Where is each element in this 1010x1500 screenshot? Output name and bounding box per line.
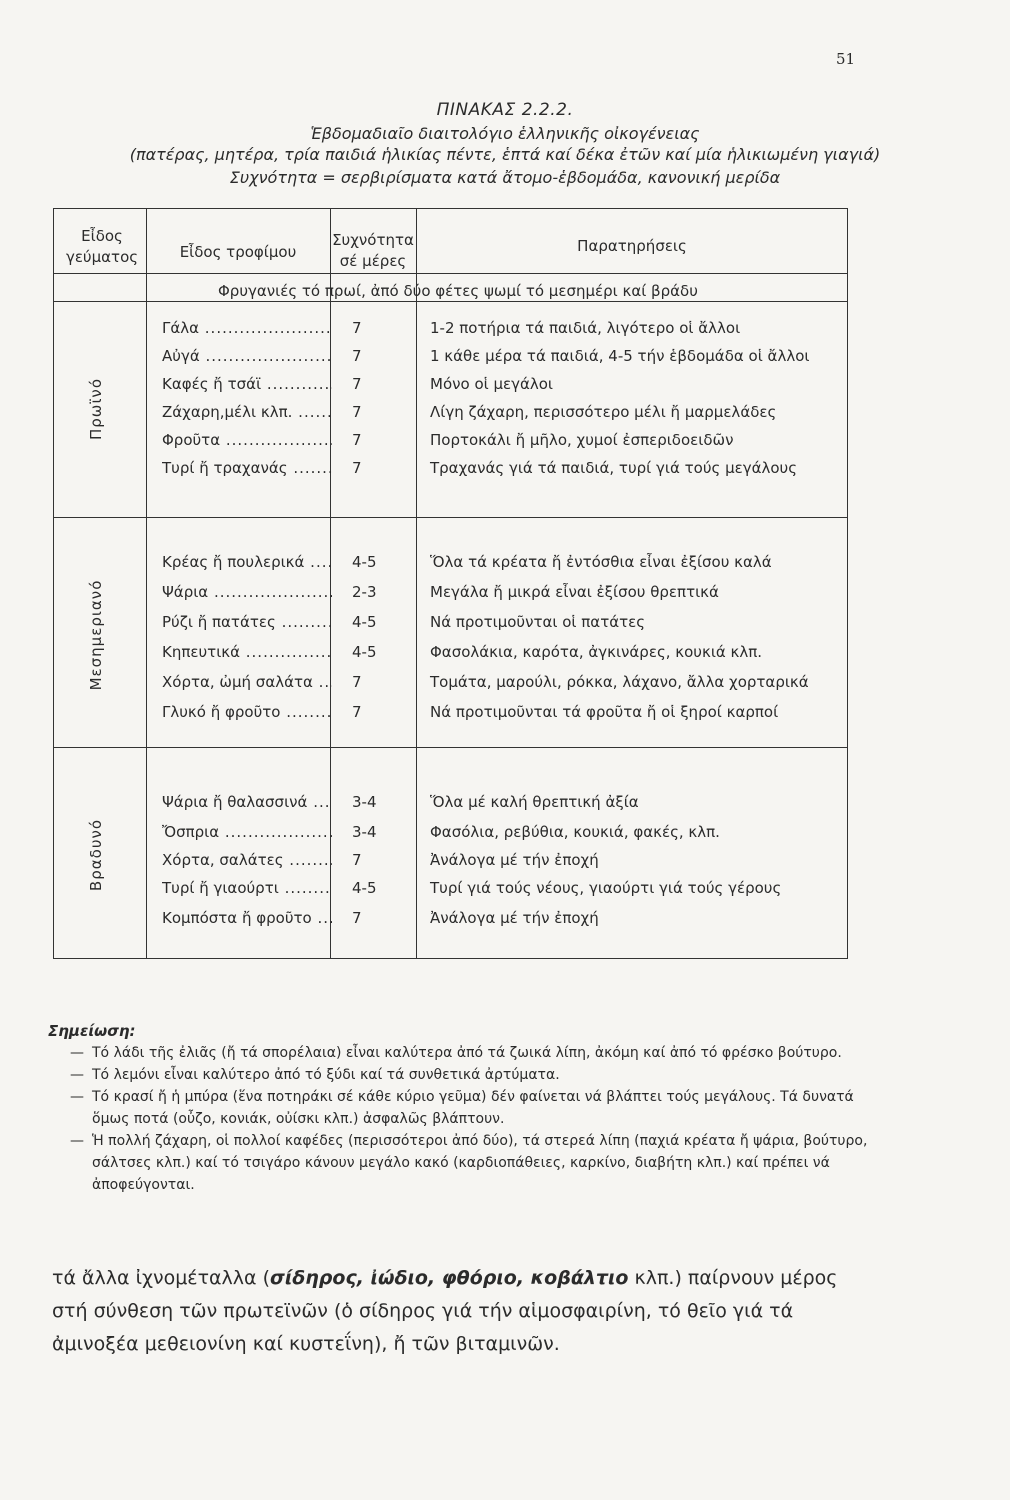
frequency-value: 7: [352, 347, 362, 365]
table-vline-freq: [416, 209, 417, 958]
header-remarks: Παρατηρήσεις: [577, 237, 687, 255]
remark-text: Ἀνάλογα μέ τήν ἐποχή: [430, 851, 599, 869]
food-name: Ὄσπρια .....: [162, 818, 332, 846]
remark-text: Τραχανάς γιά τά παιδιά, τυρί γιά τούς μεγάλους: [430, 459, 798, 477]
remark-text: Νά προτιμοῦνται τά φροῦτα ἤ οἱ ξηροί καρποί: [430, 703, 779, 721]
remark-text: Μόνο οἱ μεγάλοι: [430, 375, 554, 393]
note-item: — Τό λάδι τῆς ἐλιᾶς (ἤ τά σπορέλαια) εἶναι καλύτερα ἀπό τά ζωικά λίπη, ἀκόμη καί ἀπό τό φρέσκο βούτυρο.: [48, 1042, 868, 1064]
table-header-rule: [54, 273, 847, 274]
frequency-value: 4-5: [352, 613, 377, 631]
frequency-value: 7: [352, 403, 362, 421]
frequency-value: 3-4: [352, 793, 377, 811]
food-name: Χόρτα, ὠμή σαλάτα .....: [162, 668, 332, 696]
remark-text: Λίγη ζάχαρη, περισσότερο μέλι ἤ μαρμελάδες: [430, 403, 777, 421]
frequency-value: 4-5: [352, 643, 377, 661]
frequency-value: 7: [352, 851, 362, 869]
remark-text: Νά προτιμοῦνται οἱ πατάτες: [430, 613, 646, 631]
frequency-value: 7: [352, 909, 362, 927]
food-name: Ψάρια .....: [162, 578, 332, 606]
food-name: Καφές ἤ τσάϊ .....: [162, 370, 332, 398]
remark-text: Μεγάλα ἤ μικρά εἶναι ἐξίσου θρεπτικά: [430, 583, 719, 601]
meal-label-dinner: Βραδυνό: [87, 818, 105, 892]
header-frequency: Συχνότητα σέ μέρες: [332, 231, 414, 270]
remark-text: Φασόλια, ρεβύθια, κουκιά, φακές, κλπ.: [430, 823, 720, 841]
frequency-value: 3-4: [352, 823, 377, 841]
remark-text: Ὅλα μέ καλή θρεπτική ἀξία: [430, 793, 639, 811]
frequency-value: 7: [352, 459, 362, 477]
frequency-value: 4-5: [352, 553, 377, 571]
note-item: — Τό κρασί ἤ ἡ μπύρα (ἕνα ποτηράκι σέ κάθε κύριο γεῦμα) δέν φαίνεται νά βλάπτει τούς μεγάλους. Τά δυνατά ὅμως ποτά (οὖζο, κονιάκ, οὐίσκι κλπ.) ἀσφαλῶς βλάπτουν.: [48, 1086, 868, 1130]
remark-text: 1-2 ποτήρια τά παιδιά, λιγότερο οἱ ἄλλοι: [430, 319, 741, 337]
body-paragraph: [52, 1262, 872, 1361]
food-name: Χόρτα, σαλάτες .....: [162, 846, 332, 874]
meal-label-lunch: Μεσημεριανό: [87, 579, 105, 691]
food-name: Τυρί ἤ γιαούρτι .....: [162, 874, 332, 902]
note-item: — Τό λεμόνι εἶναι καλύτερο ἀπό τό ξύδι καί τά συνθετικά ἀρτύματα.: [48, 1064, 868, 1086]
food-name: Ψάρια ἤ θαλασσινά .....: [162, 788, 332, 816]
frequency-value: 2-3: [352, 583, 377, 601]
frequency-value: 7: [352, 703, 362, 721]
table-caption-line-1: Ἑβδομαδιαῖο διαιτολόγιο ἑλληνικῆς οἰκογένειας: [310, 124, 700, 143]
notes-title: Σημείωση:: [48, 1022, 136, 1040]
table-breakfast-note-rule: [54, 301, 847, 302]
frequency-value: 4-5: [352, 879, 377, 897]
table-caption-title: ΠΙΝΑΚΑΣ 2.2.2.: [436, 100, 574, 120]
frequency-value: 7: [352, 673, 362, 691]
remark-text: Ὅλα τά κρέατα ἤ ἐντόσθια εἶναι ἐξίσου καλά: [430, 553, 772, 571]
remark-text: 1 κάθε μέρα τά παιδιά, 4-5 τήν ἑβδομάδα οἱ ἄλλοι: [430, 347, 810, 365]
food-name: Κρέας ἤ πουλερικά .....: [162, 548, 332, 576]
meal-label-breakfast: Πρωϊνό: [87, 378, 105, 440]
notes-section: [48, 1020, 868, 1196]
food-name: Γάλα .....: [162, 314, 332, 342]
frequency-value: 7: [352, 375, 362, 393]
body-text-elements: σίδηρος, ἰώδιο, φθόριο, κοβάλτιο: [270, 1267, 629, 1289]
food-name: Ζάχαρη,μέλι κλπ. .....: [162, 398, 332, 426]
table-caption-line-2: (πατέρας, μητέρα, τρία παιδιά ἡλικίας πέντε, ἑπτά καί δέκα ἐτῶν καί μία ἡλικιωμένη γιαγιά): [129, 145, 881, 164]
remark-text: Τυρί γιά τούς νέους, γιαούρτι γιά τούς γέρους: [430, 879, 782, 897]
remark-text: Τομάτα, μαρούλι, ρόκκα, λάχανο, ἄλλα χορταρικά: [430, 673, 809, 691]
table-vline-meal: [146, 209, 147, 958]
header-meal-type: Εἶδος γεύματος: [65, 227, 139, 266]
food-name: Αὐγά .....: [162, 342, 332, 370]
table-section-rule-2: [54, 747, 847, 748]
table-section-rule-1: [54, 517, 847, 518]
remark-text: Φασολάκια, καρότα, ἀγκινάρες, κουκιά κλπ.: [430, 643, 763, 661]
frequency-value: 7: [352, 431, 362, 449]
table-caption-line-3: Συχνότητα = σερβιρίσματα κατά ἄτομο-ἑβδομάδα, κανονική μερίδα: [229, 168, 781, 187]
food-name: Τυρί ἤ τραχανάς .....: [162, 454, 332, 482]
frequency-value: 7: [352, 319, 362, 337]
remark-text: Ἀνάλογα μέ τήν ἐποχή: [430, 909, 599, 927]
header-food-type: Εἶδος τροφίμου: [179, 243, 297, 261]
body-text-start: τά ἄλλα ἰχνομέταλλα (: [52, 1267, 271, 1289]
food-name: Φροῦτα .....: [162, 426, 332, 454]
food-name: Κηπευτικά .....: [162, 638, 332, 666]
note-item: — Ἡ πολλή ζάχαρη, οἱ πολλοί καφέδες (περισσότεροι ἀπό δύο), τά στερεά λίπη (παχιά κρέατα ἤ ψάρια, βούτυρο, σάλτσες κλπ.) καί τό τσιγάρο κάνουν μεγάλο κακό (καρδιοπάθειες, καρκίνο, διαβήτη κλπ.) καί πρέπει νά ἀποφεύγονται.: [48, 1130, 868, 1196]
food-name: Γλυκό ἤ φροῦτο .....: [162, 698, 332, 726]
food-name: Κομπόστα ἤ φροῦτο .....: [162, 904, 332, 932]
page-number: 51: [836, 50, 856, 68]
remark-text: Πορτοκάλι ἤ μῆλο, χυμοί ἐσπεριδοειδῶν: [430, 431, 734, 449]
body-text-end: κλπ.) παίρνουν μέρος στή σύνθεση τῶν πρωτεϊνῶν (ὁ σίδηρος γιά τήν αἱμοσφαιρίνη, τό θεῖο γιά τά ἀμινοξέα μεθειονίνη καί κυστεΐνη), ἤ τῶν βιταμινῶν.: [52, 1267, 838, 1355]
food-name: Ρύζι ἤ πατάτες .....: [162, 608, 332, 636]
breakfast-bread-note: Φρυγανιές τό πρωί, ἀπό δύο φέτες ψωμί τό μεσημέρι καί βράδυ: [218, 282, 698, 300]
